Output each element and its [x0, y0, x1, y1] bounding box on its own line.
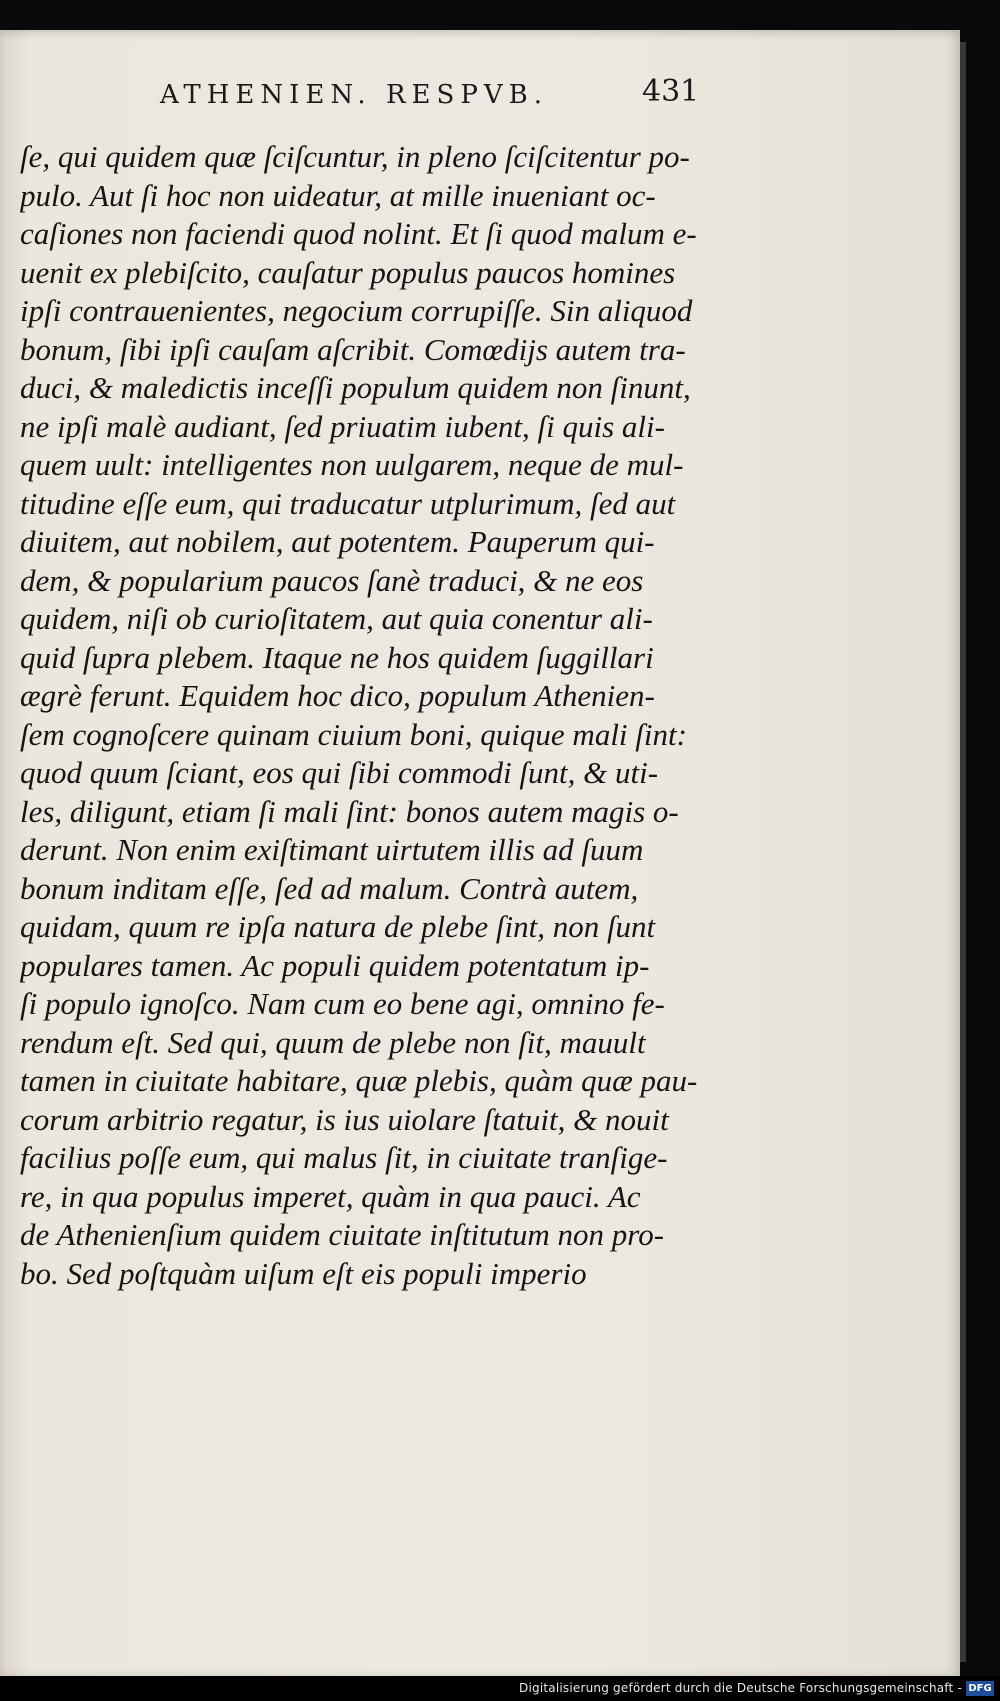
- text-line: ſi populo ignoſco. Nam cum eo bene agi, omnino fe-: [20, 986, 665, 1021]
- text-line: derunt. Non enim exiſtimant uirtutem illis ad ſuum: [20, 832, 644, 867]
- dfg-logo: DFG: [966, 1681, 994, 1696]
- text-line: re, in qua populus imperet, quàm in qua pauci. Ac: [20, 1178, 641, 1214]
- running-head: ATHENIEN. RESPVB.: [160, 80, 548, 110]
- text-line: caſiones non faciendi quod nolint. Et ſi quod malum e-: [20, 216, 697, 251]
- text-line: quid ſupra plebem. Itaque ne hos quidem ſuggillari: [20, 639, 654, 675]
- text-line: de Athenienſium quidem ciuitate inſtitutum non pro-: [20, 1217, 665, 1252]
- text-line: rendum eſt. Sed qui, quum de plebe non ſit, mauult: [20, 1024, 646, 1060]
- text-line: ne ipſi malè audiant, ſed priuatim iubent, ſi quis ali-: [20, 408, 665, 444]
- text-line: quod quum ſciant, eos qui ſibi commodi ſunt, & uti-: [20, 755, 659, 790]
- text-line: ſem cognoſcere quinam ciuium boni, quique mali ſint:: [20, 716, 687, 752]
- book-page: [0, 30, 960, 1676]
- text-line: titudine eſſe eum, qui traducatur utplurimum, ſed aut: [20, 485, 676, 521]
- text-line: corum arbitrio regatur, is ius uiolare ſtatuit, & nouit: [20, 1101, 669, 1137]
- text-line: quem uult: intelligentes non uulgarem, neque de mul-: [20, 447, 684, 482]
- text-line: les, diligunt, etiam ſi mali ſint: bonos autem magis o-: [20, 793, 679, 829]
- text-line: duci, & maledictis inceſſi populum quidem non ſinunt,: [20, 370, 691, 405]
- text-line: dem, & popularium paucos ſanè traduci, & ne eos: [20, 562, 644, 598]
- text-line: uenit ex plebiſcito, cauſatur populus paucos homines: [20, 254, 676, 290]
- body-text: [20, 138, 710, 1293]
- text-line: bonum inditam eſſe, ſed ad malum. Contrà autem,: [20, 870, 639, 906]
- page-number: 431: [642, 74, 700, 109]
- text-line: ægrè ferunt. Equidem hoc dico, populum Athenien-: [20, 678, 655, 713]
- text-line: diuitem, aut nobilem, aut potentem. Pauperum qui-: [20, 524, 655, 559]
- text-line: quidem, niſi ob curioſitatem, aut quia conentur ali-: [20, 601, 653, 636]
- text-line: bonum, ſibi ipſi cauſam aſcribit. Comœdijs autem tra-: [20, 331, 686, 367]
- text-line: ipſi contrauenientes, negocium corrupiſſe. Sin aliquod: [20, 293, 693, 328]
- page-edge: [960, 42, 966, 1662]
- text-line: bo. Sed poſtquàm uiſum eſt eis populi imperio: [20, 1255, 587, 1291]
- text-line: pulo. Aut ſi hoc non uideatur, at mille inueniant oc-: [20, 177, 656, 213]
- footer-bar: [0, 1676, 1000, 1701]
- text-line: facilius poſſe eum, qui malus ſit, in ciuitate tranſige-: [20, 1140, 668, 1175]
- text-line: populares tamen. Ac populi quidem potentatum ip-: [20, 947, 650, 983]
- text-line: tamen in ciuitate habitare, quæ plebis, quàm quæ pau-: [20, 1063, 698, 1098]
- text-line: quidam, quum re ipſa natura de plebe ſint, non ſunt: [20, 909, 656, 944]
- text-line: ſe, qui quidem quæ ſciſcuntur, in pleno ſciſcitentur po-: [20, 139, 690, 174]
- funding-credit: Digitalisierung gefördert durch die Deutsche Forschungsgemeinschaft -: [519, 1681, 962, 1695]
